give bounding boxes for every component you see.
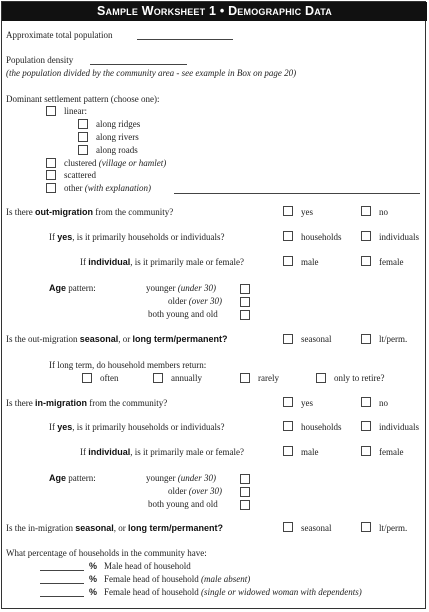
settlement-question: Dominant settlement pattern (choose one): bbox=[6, 94, 160, 104]
in-both-checkbox[interactable] bbox=[240, 500, 250, 510]
out-ltperm-checkbox[interactable] bbox=[361, 334, 371, 344]
in-age-label: Age pattern: bbox=[49, 473, 96, 483]
out-yes-label: yes bbox=[301, 207, 313, 217]
out-no-label: no bbox=[379, 207, 388, 217]
out-individuals-label: individuals bbox=[379, 232, 419, 242]
linear-label: linear: bbox=[64, 106, 87, 116]
male-head-label: Male head of household bbox=[104, 561, 191, 571]
population-density-label: Population density bbox=[6, 55, 74, 65]
clustered-label: clustered (village or hamlet) bbox=[64, 158, 167, 168]
in-yes-checkbox[interactable] bbox=[283, 397, 293, 407]
out-no-checkbox[interactable] bbox=[361, 206, 371, 216]
retire-label: only to retire? bbox=[334, 373, 385, 383]
out-male-label: male bbox=[301, 257, 319, 267]
in-seasonal-label: seasonal bbox=[301, 523, 332, 533]
out-both-checkbox[interactable] bbox=[240, 310, 250, 320]
in-yes-label: yes bbox=[301, 398, 313, 408]
in-seasonal-checkbox[interactable] bbox=[283, 522, 293, 532]
other-explanation-field[interactable] bbox=[174, 193, 420, 194]
linear-checkbox[interactable] bbox=[46, 106, 56, 116]
in-both-label: both young and old bbox=[148, 499, 218, 509]
rarely-label: rarely bbox=[258, 373, 279, 383]
out-older-checkbox[interactable] bbox=[240, 297, 250, 307]
out-younger-checkbox[interactable] bbox=[240, 284, 250, 294]
out-female-checkbox[interactable] bbox=[361, 256, 371, 266]
in-ltperm-checkbox[interactable] bbox=[361, 522, 371, 532]
female-head-pct-field[interactable] bbox=[40, 583, 84, 584]
roads-checkbox[interactable] bbox=[78, 145, 88, 155]
in-households-label: households bbox=[301, 422, 342, 432]
in-older-checkbox[interactable] bbox=[240, 487, 250, 497]
in-younger-checkbox[interactable] bbox=[240, 474, 250, 484]
ridges-label: along ridges bbox=[96, 119, 141, 129]
household-question: What percentage of households in the community have: bbox=[6, 548, 207, 558]
in-older-label: older (over 30) bbox=[168, 486, 222, 496]
in-younger-label: younger (under 30) bbox=[146, 473, 216, 483]
often-label: often bbox=[100, 373, 119, 383]
in-migration-question: Is there in-migration from the community? bbox=[6, 398, 168, 408]
in-ltperm-label: lt/perm. bbox=[379, 523, 408, 533]
clustered-checkbox[interactable] bbox=[46, 158, 56, 168]
in-male-checkbox[interactable] bbox=[283, 446, 293, 456]
in-no-label: no bbox=[379, 398, 388, 408]
in-individuals-checkbox[interactable] bbox=[361, 421, 371, 431]
often-checkbox[interactable] bbox=[82, 373, 92, 383]
population-density-note: (the population divided by the community area - see example in Box on page 20) bbox=[6, 68, 297, 78]
out-seasonal-question: Is the out-migration seasonal, or long term/permanent? bbox=[6, 334, 228, 344]
roads-label: along roads bbox=[96, 145, 138, 155]
in-individuals-label: individuals bbox=[379, 422, 419, 432]
male-head-pct-field[interactable] bbox=[40, 570, 84, 571]
scattered-checkbox[interactable] bbox=[46, 170, 56, 180]
out-male-checkbox[interactable] bbox=[283, 256, 293, 266]
return-question: If long term, do household members return: bbox=[49, 360, 207, 370]
in-female-label: female bbox=[379, 447, 404, 457]
out-mf-question: If individual, is it primarily male or female? bbox=[80, 257, 244, 267]
annually-checkbox[interactable] bbox=[153, 373, 163, 383]
male-head-pct-sign: % bbox=[89, 561, 98, 571]
female-head-widowed-label: Female head of household (single or widowed woman with dependents) bbox=[104, 587, 362, 597]
ridges-checkbox[interactable] bbox=[78, 119, 88, 129]
female-head-pct-sign: % bbox=[89, 574, 98, 584]
worksheet-title: Sample Worksheet 1 • Demographic Data bbox=[2, 2, 427, 21]
out-migration-question: Is there out-migration from the community? bbox=[6, 207, 174, 217]
female-head-label: Female head of household (male absent) bbox=[104, 574, 251, 584]
female-head-widowed-pct-sign: % bbox=[89, 587, 98, 597]
population-density-field[interactable] bbox=[90, 64, 187, 65]
in-hh-question: If yes, is it primarily households or individuals? bbox=[49, 422, 225, 432]
in-households-checkbox[interactable] bbox=[283, 421, 293, 431]
rarely-checkbox[interactable] bbox=[240, 373, 250, 383]
out-ltperm-label: lt/perm. bbox=[379, 334, 408, 344]
out-households-checkbox[interactable] bbox=[283, 231, 293, 241]
in-male-label: male bbox=[301, 447, 319, 457]
annually-label: annually bbox=[171, 373, 202, 383]
out-hh-question: If yes, is it primarily households or individuals? bbox=[49, 232, 225, 242]
in-no-checkbox[interactable] bbox=[361, 397, 371, 407]
out-age-label: Age pattern: bbox=[49, 283, 96, 293]
out-seasonal-label: seasonal bbox=[301, 334, 332, 344]
out-seasonal-checkbox[interactable] bbox=[283, 334, 293, 344]
in-female-checkbox[interactable] bbox=[361, 446, 371, 456]
out-female-label: female bbox=[379, 257, 404, 267]
out-older-label: older (over 30) bbox=[168, 296, 222, 306]
female-head-widowed-pct-field[interactable] bbox=[40, 596, 84, 597]
in-mf-question: If individual, is it primarily male or female? bbox=[80, 447, 244, 457]
out-both-label: both young and old bbox=[148, 309, 218, 319]
rivers-label: along rivers bbox=[96, 132, 139, 142]
total-population-field[interactable] bbox=[137, 39, 233, 40]
retire-checkbox[interactable] bbox=[316, 373, 326, 383]
other-label: other (with explanation) bbox=[64, 183, 151, 193]
scattered-label: scattered bbox=[64, 170, 96, 180]
total-population-label: Approximate total population bbox=[6, 30, 113, 40]
out-yes-checkbox[interactable] bbox=[283, 206, 293, 216]
out-households-label: households bbox=[301, 232, 342, 242]
in-seasonal-question: Is the in-migration seasonal, or long term/permanent? bbox=[6, 523, 224, 533]
other-checkbox[interactable] bbox=[46, 183, 56, 193]
out-younger-label: younger (under 30) bbox=[146, 283, 216, 293]
out-individuals-checkbox[interactable] bbox=[361, 231, 371, 241]
rivers-checkbox[interactable] bbox=[78, 132, 88, 142]
